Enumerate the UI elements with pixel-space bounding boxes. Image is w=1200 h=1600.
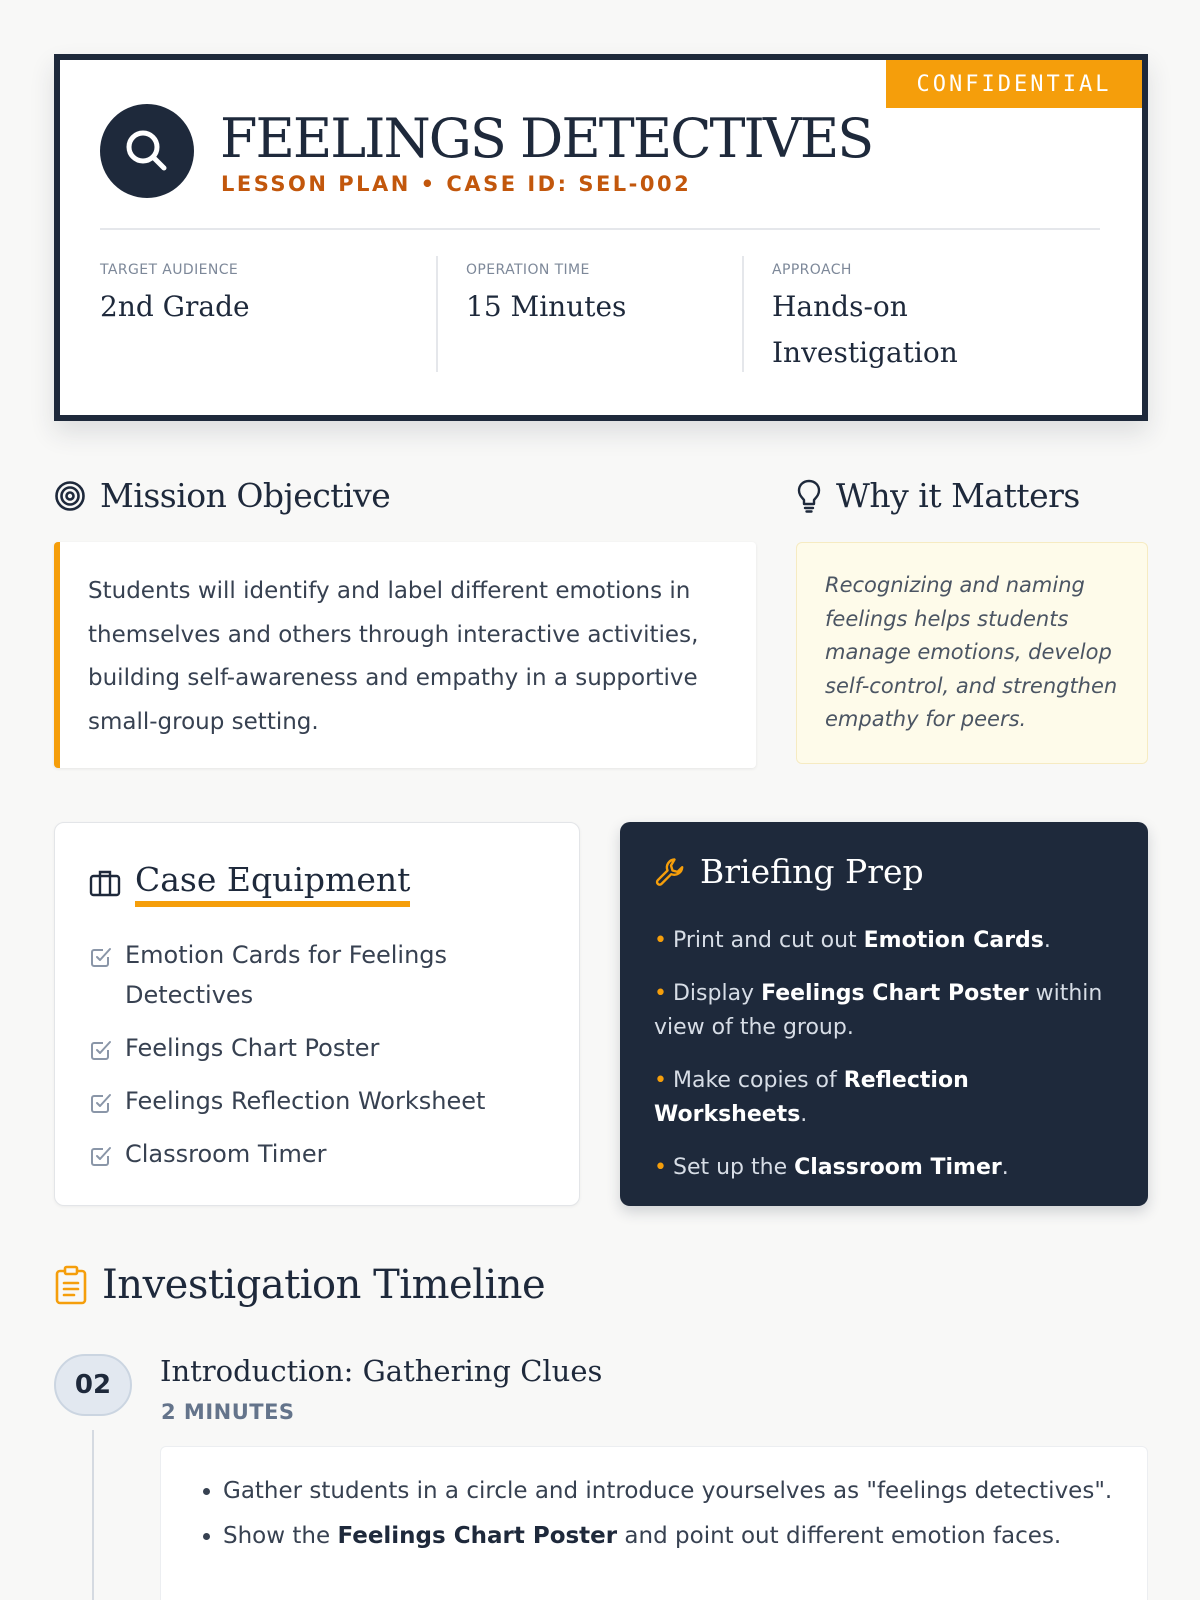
meta-label: APPROACH <box>772 262 852 278</box>
list-item <box>654 1151 1124 1185</box>
list-item <box>223 1516 1117 1556</box>
case-equipment-card <box>54 822 580 1206</box>
equipment-item-label: Classroom Timer <box>125 1140 327 1168</box>
wrench-icon <box>654 856 686 888</box>
checkbox-icon <box>89 945 113 969</box>
why-it-matters-text: Recognizing and naming feelings helps students manage emotions, develop self-control, and strengthen empathy for peers. <box>796 542 1148 764</box>
confidential-badge: CONFIDENTIAL <box>886 60 1142 108</box>
equipment-item-label: Feelings Chart Poster <box>125 1034 380 1062</box>
briefing-text: Make copies of <box>672 1068 844 1093</box>
briefing-text: within view of the group. <box>654 981 1103 1040</box>
lightbulb-icon <box>796 478 822 514</box>
briefing-text: . <box>800 1102 808 1127</box>
why-it-matters-heading <box>796 476 1080 515</box>
briefing-highlight: Emotion Cards <box>863 928 1044 953</box>
briefing-text: Display <box>672 981 762 1006</box>
briefing-highlight: Classroom Timer <box>794 1155 1002 1180</box>
meta-target-audience <box>100 256 436 372</box>
step-duration: 2 MINUTES <box>161 1400 295 1424</box>
lesson-header-card <box>54 54 1148 421</box>
list-item <box>89 1081 549 1121</box>
briefcase-icon <box>89 869 121 897</box>
divider <box>100 228 1100 230</box>
section-title: Briefing Prep <box>700 852 924 891</box>
list-item <box>89 1134 549 1174</box>
target-icon <box>54 480 86 512</box>
list-item <box>223 1471 1117 1511</box>
clipboard-icon <box>54 1265 88 1305</box>
step-bullet-text: and point out different emotion faces. <box>617 1523 1062 1549</box>
briefing-text: Print and cut out <box>672 928 864 953</box>
step-bullet-text: Show the <box>223 1523 338 1549</box>
step-bullet-text: Gather students in a circle and introduce yourselves as "feelings detectives". <box>223 1478 1113 1504</box>
meta-approach <box>742 256 1062 372</box>
magnifier-icon <box>100 104 194 198</box>
briefing-text: Set up the <box>672 1155 795 1180</box>
case-equipment-heading <box>89 859 410 907</box>
briefing-prep-card <box>620 822 1148 1206</box>
section-title: Investigation Timeline <box>102 1262 546 1308</box>
section-title: Mission Objective <box>100 476 391 515</box>
bullet-dot: • <box>654 1068 667 1093</box>
checkbox-icon <box>89 1144 113 1168</box>
step-title: Introduction: Gathering Clues <box>160 1354 603 1388</box>
step-details-card <box>160 1446 1148 1600</box>
section-title: Case Equipment <box>135 859 410 907</box>
checkbox-icon <box>89 1038 113 1062</box>
bullet-dot: • <box>654 928 667 953</box>
investigation-timeline-heading <box>54 1262 545 1308</box>
meta-value: 2nd Grade <box>100 290 250 323</box>
page-title: FEELINGS DETECTIVES <box>220 107 873 170</box>
briefing-text: . <box>1043 928 1051 953</box>
step-number-badge: 02 <box>54 1354 132 1416</box>
briefing-list <box>654 924 1124 1204</box>
briefing-highlight: Reflection Worksheets <box>654 1068 969 1127</box>
meta-label: OPERATION TIME <box>466 262 590 278</box>
bullet-dot: • <box>654 981 667 1006</box>
mission-objective-heading <box>54 476 390 515</box>
list-item <box>89 1028 549 1068</box>
briefing-highlight: Feelings Chart Poster <box>761 981 1029 1006</box>
meta-label: TARGET AUDIENCE <box>100 262 239 278</box>
list-item <box>654 1064 1124 1132</box>
list-item <box>89 935 549 1015</box>
equipment-item-label: Emotion Cards for Feelings Detectives <box>125 941 448 1009</box>
list-item <box>654 924 1124 958</box>
meta-value: 15 Minutes <box>466 290 627 323</box>
step-bullet-list <box>223 1471 1117 1556</box>
section-title: Why it Matters <box>836 476 1080 515</box>
equipment-item-label: Feelings Reflection Worksheet <box>125 1087 486 1115</box>
meta-operation-time <box>436 256 742 372</box>
checkbox-icon <box>89 1091 113 1115</box>
step-bullet-highlight: Feelings Chart Poster <box>337 1523 618 1549</box>
bullet-dot: • <box>654 1155 667 1180</box>
timeline-connector <box>92 1430 94 1600</box>
briefing-text: . <box>1001 1155 1009 1180</box>
list-item <box>654 977 1124 1045</box>
meta-value: Hands-on Investigation <box>772 290 958 369</box>
equipment-list <box>89 935 549 1187</box>
briefing-prep-heading <box>654 852 924 891</box>
page-subtitle: LESSON PLAN • CASE ID: SEL-002 <box>221 172 692 196</box>
mission-objective-text: Students will identify and label different emotions in themselves and others through interactive activities, building self-awareness and empathy in a supportive small-group setting. <box>54 542 756 768</box>
